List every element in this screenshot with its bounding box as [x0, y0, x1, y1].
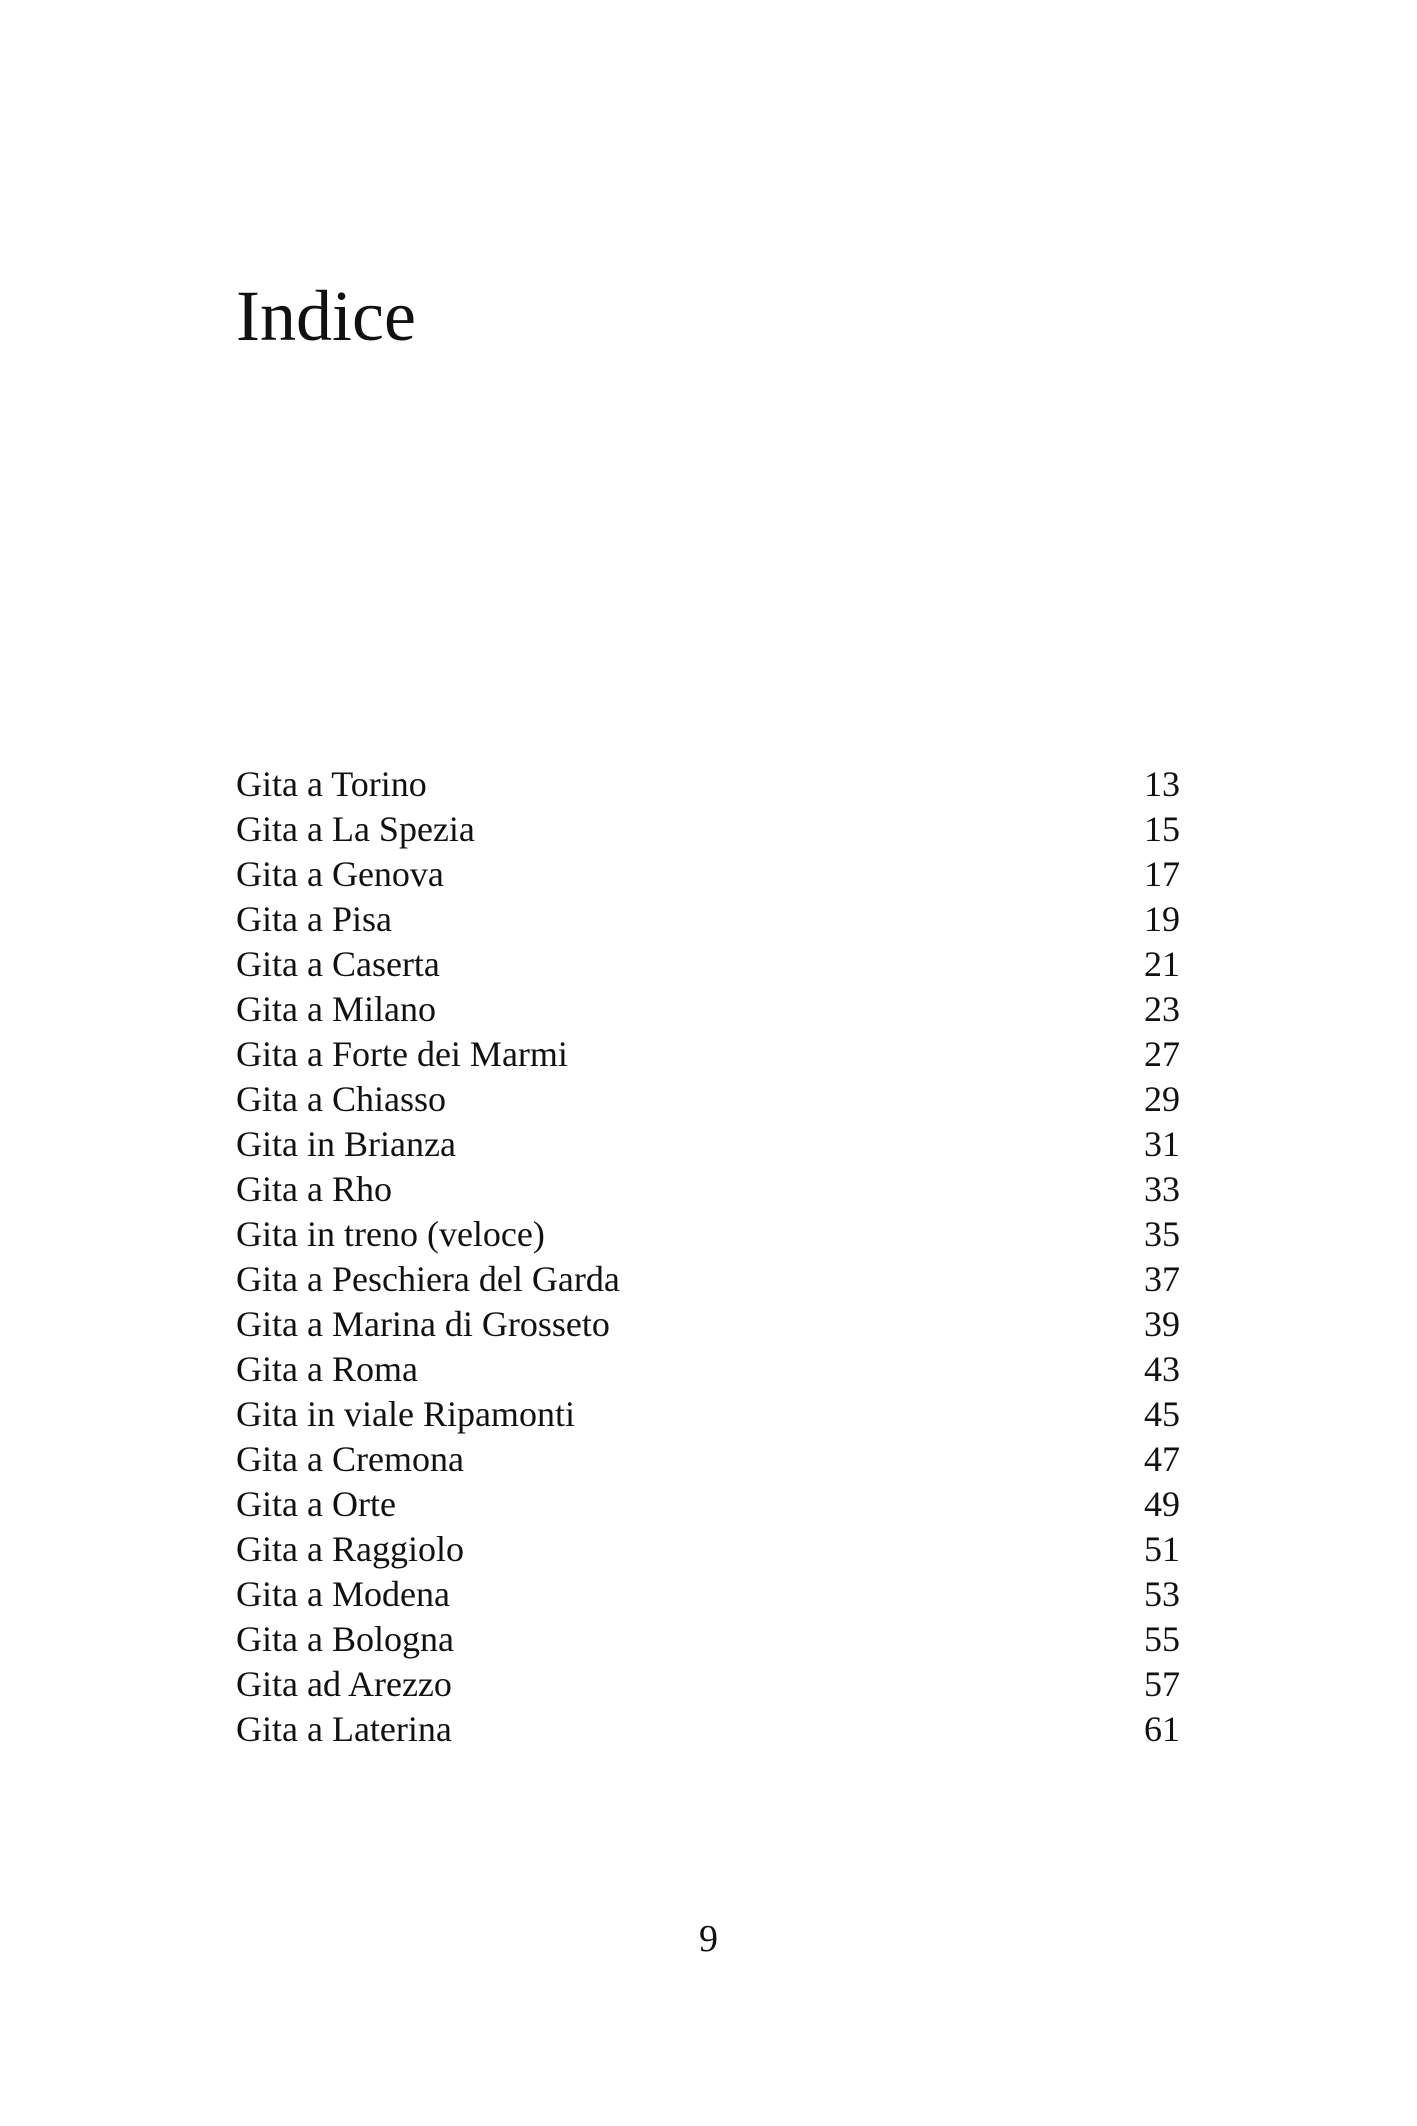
toc-entry-title: Gita ad Arezzo [236, 1664, 452, 1704]
toc-entry-title: Gita a Roma [236, 1349, 418, 1389]
toc-entry [236, 1122, 1180, 1167]
toc-entry-page: 61 [1144, 1709, 1180, 1749]
toc-entry [236, 1347, 1180, 1392]
toc-entry [236, 1572, 1180, 1617]
toc-entry-page: 47 [1144, 1439, 1180, 1479]
toc-entry-page: 53 [1144, 1574, 1180, 1614]
toc-entry-title: Gita a Genova [236, 854, 444, 894]
toc-entry-title: Gita a Raggiolo [236, 1529, 464, 1569]
toc-entry-title: Gita in Brianza [236, 1124, 456, 1164]
toc-entry-page: 23 [1144, 989, 1180, 1029]
toc-entry-title: Gita in viale Ripamonti [236, 1394, 575, 1434]
toc-entry [236, 1212, 1180, 1257]
toc-entry-page: 19 [1144, 899, 1180, 939]
toc-entry [236, 1707, 1180, 1752]
toc-entry [236, 1482, 1180, 1527]
toc-entry-page: 13 [1144, 764, 1180, 804]
toc-entry [236, 1617, 1180, 1662]
toc-entry-page: 33 [1144, 1169, 1180, 1209]
toc-entry-title: Gita a Peschiera del Garda [236, 1259, 620, 1299]
toc-entry [236, 1032, 1180, 1077]
toc-entry-title: Gita a Rho [236, 1169, 392, 1209]
toc-entry-title: Gita a Cremona [236, 1439, 464, 1479]
toc-entry-title: Gita a Forte dei Marmi [236, 1034, 568, 1074]
toc-entry-page: 35 [1144, 1214, 1180, 1254]
toc-entry [236, 762, 1180, 807]
toc-entry-title: Gita a Caserta [236, 944, 440, 984]
toc-entry-title: Gita a Milano [236, 989, 436, 1029]
toc-entry-page: 43 [1144, 1349, 1180, 1389]
toc-entry-page: 51 [1144, 1529, 1180, 1569]
toc-entry-page: 17 [1144, 854, 1180, 894]
toc-entry [236, 852, 1180, 897]
toc-entry-title: Gita a Marina di Grosseto [236, 1304, 610, 1344]
toc-entry [236, 1437, 1180, 1482]
toc-entry [236, 942, 1180, 987]
page-number: 9 [699, 1918, 718, 1960]
toc-entry-page: 21 [1144, 944, 1180, 984]
toc-entry [236, 1077, 1180, 1122]
toc-entry [236, 1662, 1180, 1707]
toc-entry [236, 1392, 1180, 1437]
toc-entry-page: 37 [1144, 1259, 1180, 1299]
toc-entry [236, 987, 1180, 1032]
table-of-contents [236, 762, 1180, 1752]
toc-entry-title: Gita a Torino [236, 764, 427, 804]
toc-entry [236, 1167, 1180, 1212]
toc-entry-page: 31 [1144, 1124, 1180, 1164]
toc-entry-page: 57 [1144, 1664, 1180, 1704]
toc-entry-title: Gita a Orte [236, 1484, 396, 1524]
toc-entry [236, 807, 1180, 852]
toc-entry-title: Gita a Bologna [236, 1619, 454, 1659]
toc-entry-page: 55 [1144, 1619, 1180, 1659]
toc-entry-title: Gita in treno (veloce) [236, 1214, 545, 1254]
toc-entry-title: Gita a Pisa [236, 899, 392, 939]
toc-entry-page: 29 [1144, 1079, 1180, 1119]
toc-entry-title: Gita a La Spezia [236, 809, 475, 849]
toc-entry [236, 1302, 1180, 1347]
toc-entry-page: 49 [1144, 1484, 1180, 1524]
toc-entry [236, 1527, 1180, 1572]
toc-entry-page: 27 [1144, 1034, 1180, 1074]
page-title: Indice [236, 276, 416, 356]
toc-entry [236, 1257, 1180, 1302]
toc-entry-title: Gita a Modena [236, 1574, 450, 1614]
toc-entry-title: Gita a Laterina [236, 1709, 452, 1749]
toc-entry [236, 897, 1180, 942]
toc-entry-title: Gita a Chiasso [236, 1079, 446, 1119]
toc-entry-page: 45 [1144, 1394, 1180, 1434]
toc-entry-page: 39 [1144, 1304, 1180, 1344]
toc-entry-page: 15 [1144, 809, 1180, 849]
